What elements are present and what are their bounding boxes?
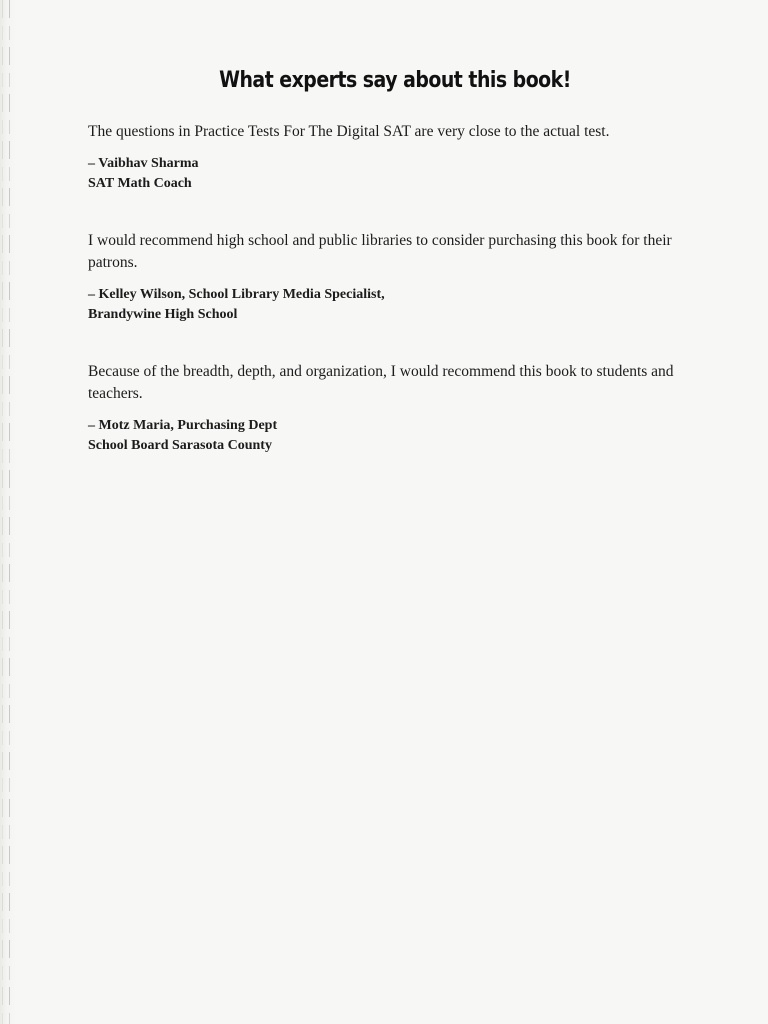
testimonial-attribution xyxy=(88,285,698,325)
attribution-name: – Vaibhav Sharma xyxy=(88,156,199,171)
testimonial-attribution xyxy=(88,416,698,456)
attribution-role: School Board Sarasota County xyxy=(88,438,272,453)
testimonial-quote: I would recommend high school and public libraries to consider purchasing this book for their patrons. xyxy=(88,232,672,271)
attribution-role: SAT Math Coach xyxy=(88,176,192,191)
testimonial-quote: The questions in Practice Tests For The Digital SAT are very close to the actual test. xyxy=(88,123,610,140)
testimonial xyxy=(88,121,698,194)
page-title: What experts say about this book! xyxy=(219,68,571,93)
attribution-role: Brandywine High School xyxy=(88,307,238,322)
attribution-name: – Kelley Wilson, School Library Media Specialist, xyxy=(88,287,385,302)
testimonial-attribution xyxy=(88,154,698,194)
testimonial xyxy=(88,361,698,456)
testimonials-list xyxy=(88,121,698,456)
attribution-name: – Motz Maria, Purchasing Dept xyxy=(88,418,278,433)
testimonial-quote: Because of the breadth, depth, and organization, I would recommend this book to students and teachers. xyxy=(88,363,674,402)
testimonial xyxy=(88,230,698,325)
